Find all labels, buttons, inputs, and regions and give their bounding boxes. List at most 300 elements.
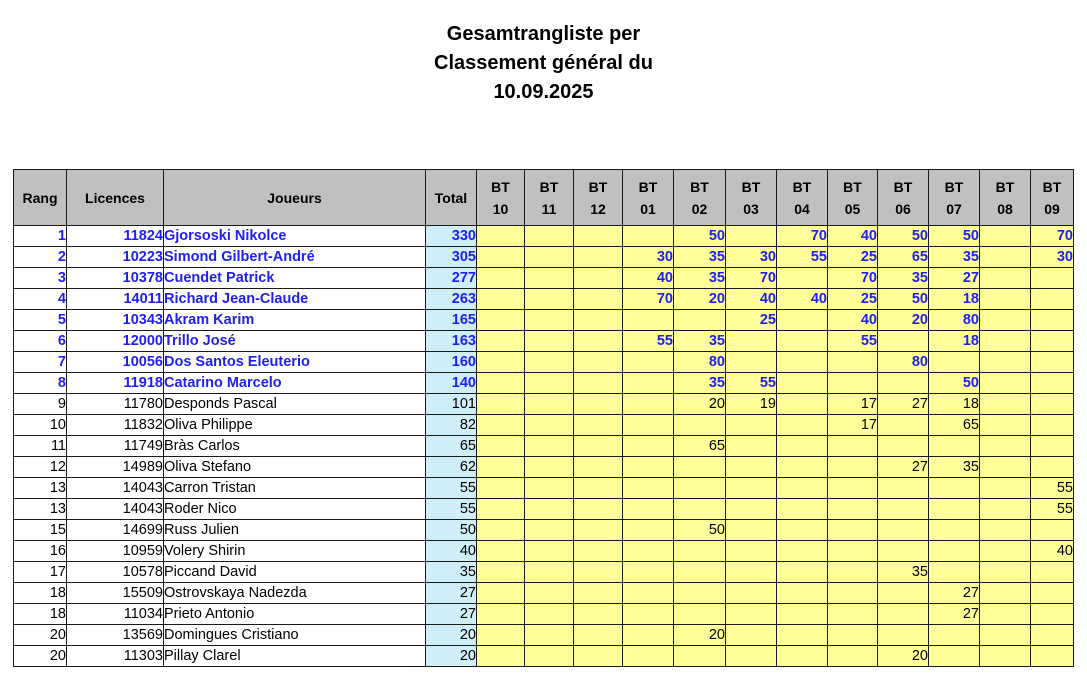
licence-cell: 14043 bbox=[67, 499, 164, 520]
bt-score-cell bbox=[525, 247, 574, 268]
licence-cell: 14699 bbox=[67, 520, 164, 541]
player-cell: Piccand David bbox=[164, 562, 426, 583]
bt-score-cell bbox=[574, 331, 623, 352]
table-row bbox=[14, 331, 1074, 352]
bt-score-cell bbox=[623, 415, 674, 436]
bt-score-cell: 70 bbox=[623, 289, 674, 310]
bt-score-cell bbox=[726, 331, 777, 352]
bt-score-cell bbox=[477, 625, 525, 646]
bt-score-cell: 35 bbox=[674, 373, 726, 394]
player-cell: Richard Jean-Claude bbox=[164, 289, 426, 310]
bt-score-cell bbox=[477, 457, 525, 478]
bt-score-cell bbox=[574, 268, 623, 289]
player-cell: Dos Santos Eleuterio bbox=[164, 352, 426, 373]
bt-score-cell bbox=[477, 310, 525, 331]
bt-score-cell: 70 bbox=[777, 226, 828, 247]
bt-score-cell: 80 bbox=[929, 310, 980, 331]
licence-cell: 10578 bbox=[67, 562, 164, 583]
rank-cell: 17 bbox=[14, 562, 67, 583]
bt-score-cell bbox=[777, 499, 828, 520]
bt-score-cell bbox=[1031, 268, 1074, 289]
bt-score-cell bbox=[477, 394, 525, 415]
table-row bbox=[14, 625, 1074, 646]
bt-score-cell bbox=[574, 604, 623, 625]
header-licence: Licences bbox=[67, 170, 164, 226]
bt-score-cell bbox=[477, 478, 525, 499]
rank-cell: 13 bbox=[14, 499, 67, 520]
bt-score-cell bbox=[623, 499, 674, 520]
bt-score-cell bbox=[477, 247, 525, 268]
bt-score-cell bbox=[477, 583, 525, 604]
bt-score-cell bbox=[574, 499, 623, 520]
player-cell: Cuendet Patrick bbox=[164, 268, 426, 289]
bt-score-cell bbox=[980, 625, 1031, 646]
header-bt-8 bbox=[878, 170, 929, 226]
bt-score-cell: 40 bbox=[623, 268, 674, 289]
rank-cell: 7 bbox=[14, 352, 67, 373]
header-bt-number: 04 bbox=[794, 200, 810, 217]
bt-score-cell bbox=[828, 520, 878, 541]
bt-score-cell bbox=[477, 331, 525, 352]
bt-score-cell bbox=[1031, 394, 1074, 415]
header-bt-number: 10 bbox=[492, 200, 509, 217]
bt-score-cell bbox=[674, 478, 726, 499]
bt-score-cell bbox=[878, 520, 929, 541]
bt-score-cell bbox=[878, 499, 929, 520]
bt-score-cell bbox=[828, 541, 878, 562]
licence-cell: 10343 bbox=[67, 310, 164, 331]
total-cell: 40 bbox=[426, 541, 477, 562]
header-bt-number: 12 bbox=[590, 200, 606, 217]
rank-cell: 13 bbox=[14, 478, 67, 499]
bt-score-cell bbox=[828, 373, 878, 394]
bt-score-cell bbox=[980, 562, 1031, 583]
header-bt-2 bbox=[574, 170, 623, 226]
bt-score-cell bbox=[1031, 625, 1074, 646]
bt-score-cell bbox=[1031, 562, 1074, 583]
rank-cell: 12 bbox=[14, 457, 67, 478]
bt-score-cell bbox=[980, 415, 1031, 436]
bt-score-cell bbox=[674, 541, 726, 562]
bt-score-cell: 25 bbox=[828, 289, 878, 310]
bt-score-cell bbox=[980, 352, 1031, 373]
bt-score-cell: 17 bbox=[828, 415, 878, 436]
title-date: 10.09.2025 bbox=[493, 81, 594, 103]
licence-cell: 10223 bbox=[67, 247, 164, 268]
licence-cell: 10056 bbox=[67, 352, 164, 373]
player-cell: Gjorsoski Nikolce bbox=[164, 226, 426, 247]
header-bt-1 bbox=[525, 170, 574, 226]
licence-cell: 14011 bbox=[67, 289, 164, 310]
bt-score-cell: 65 bbox=[929, 415, 980, 436]
table-row bbox=[14, 415, 1074, 436]
header-bt-prefix: BT bbox=[843, 178, 862, 195]
bt-score-cell bbox=[980, 604, 1031, 625]
bt-score-cell bbox=[878, 541, 929, 562]
licence-cell: 11918 bbox=[67, 373, 164, 394]
player-cell: Pillay Clarel bbox=[164, 646, 426, 667]
bt-score-cell bbox=[525, 352, 574, 373]
bt-score-cell: 30 bbox=[623, 247, 674, 268]
bt-score-cell bbox=[878, 415, 929, 436]
bt-score-cell bbox=[777, 604, 828, 625]
bt-score-cell bbox=[828, 604, 878, 625]
ranking-table bbox=[13, 169, 1074, 667]
bt-score-cell bbox=[674, 415, 726, 436]
bt-score-cell bbox=[828, 352, 878, 373]
bt-score-cell bbox=[1031, 583, 1074, 604]
bt-score-cell bbox=[574, 373, 623, 394]
table-row bbox=[14, 226, 1074, 247]
bt-score-cell bbox=[777, 625, 828, 646]
bt-score-cell bbox=[623, 520, 674, 541]
bt-score-cell: 27 bbox=[878, 457, 929, 478]
bt-score-cell: 80 bbox=[674, 352, 726, 373]
table-row bbox=[14, 268, 1074, 289]
bt-score-cell bbox=[525, 394, 574, 415]
bt-score-cell: 35 bbox=[674, 331, 726, 352]
bt-score-cell bbox=[574, 310, 623, 331]
bt-score-cell bbox=[574, 415, 623, 436]
total-cell: 330 bbox=[426, 226, 477, 247]
bt-score-cell bbox=[477, 520, 525, 541]
bt-score-cell bbox=[1031, 415, 1074, 436]
bt-score-cell bbox=[525, 226, 574, 247]
header-bt-number: 11 bbox=[541, 200, 557, 217]
bt-score-cell: 55 bbox=[623, 331, 674, 352]
table-row bbox=[14, 436, 1074, 457]
bt-score-cell: 27 bbox=[929, 583, 980, 604]
bt-score-cell bbox=[674, 457, 726, 478]
bt-score-cell bbox=[980, 310, 1031, 331]
bt-score-cell: 18 bbox=[929, 394, 980, 415]
bt-score-cell bbox=[525, 499, 574, 520]
bt-score-cell: 50 bbox=[929, 373, 980, 394]
bt-score-cell bbox=[726, 436, 777, 457]
bt-score-cell: 40 bbox=[828, 226, 878, 247]
table-body bbox=[14, 226, 1074, 667]
header-bt-10 bbox=[980, 170, 1031, 226]
table-row bbox=[14, 604, 1074, 625]
bt-score-cell bbox=[574, 394, 623, 415]
table-row bbox=[14, 583, 1074, 604]
player-cell: Ostrovskaya Nadezda bbox=[164, 583, 426, 604]
rank-cell: 15 bbox=[14, 520, 67, 541]
bt-score-cell bbox=[477, 499, 525, 520]
bt-score-cell bbox=[929, 562, 980, 583]
licence-cell: 14043 bbox=[67, 478, 164, 499]
bt-score-cell: 17 bbox=[828, 394, 878, 415]
total-cell: 55 bbox=[426, 499, 477, 520]
licence-cell: 11780 bbox=[67, 394, 164, 415]
bt-score-cell: 20 bbox=[878, 646, 929, 667]
table-row bbox=[14, 562, 1074, 583]
bt-score-cell bbox=[623, 436, 674, 457]
player-cell: Simond Gilbert-André bbox=[164, 247, 426, 268]
bt-score-cell bbox=[574, 226, 623, 247]
header-bt-number: 09 bbox=[1044, 200, 1060, 217]
bt-score-cell bbox=[477, 604, 525, 625]
bt-score-cell: 70 bbox=[726, 268, 777, 289]
bt-score-cell bbox=[525, 289, 574, 310]
bt-score-cell bbox=[878, 436, 929, 457]
rank-cell: 20 bbox=[14, 646, 67, 667]
header-bt-prefix: BT bbox=[995, 178, 1015, 195]
header-bt-number: 07 bbox=[946, 200, 962, 217]
header-bt-prefix: BT bbox=[588, 178, 608, 195]
title-line-2: Classement général du bbox=[434, 52, 653, 74]
licence-cell: 11824 bbox=[67, 226, 164, 247]
rank-cell: 10 bbox=[14, 415, 67, 436]
bt-score-cell bbox=[1031, 457, 1074, 478]
bt-score-cell: 35 bbox=[878, 268, 929, 289]
bt-score-cell: 50 bbox=[674, 226, 726, 247]
bt-score-cell bbox=[929, 646, 980, 667]
licence-cell: 15509 bbox=[67, 583, 164, 604]
total-cell: 277 bbox=[426, 268, 477, 289]
bt-score-cell bbox=[777, 436, 828, 457]
bt-score-cell bbox=[574, 562, 623, 583]
bt-score-cell: 18 bbox=[929, 331, 980, 352]
header-total: Total bbox=[426, 170, 477, 226]
bt-score-cell bbox=[1031, 646, 1074, 667]
bt-score-cell bbox=[980, 247, 1031, 268]
bt-score-cell bbox=[878, 604, 929, 625]
bt-score-cell: 50 bbox=[878, 226, 929, 247]
bt-score-cell: 65 bbox=[674, 436, 726, 457]
bt-score-cell: 30 bbox=[1031, 247, 1074, 268]
header-player: Joueurs bbox=[164, 170, 426, 226]
bt-score-cell bbox=[980, 331, 1031, 352]
bt-score-cell bbox=[726, 352, 777, 373]
total-cell: 65 bbox=[426, 436, 477, 457]
bt-score-cell bbox=[574, 541, 623, 562]
bt-score-cell: 40 bbox=[1031, 541, 1074, 562]
bt-score-cell: 25 bbox=[828, 247, 878, 268]
bt-score-cell: 35 bbox=[929, 457, 980, 478]
header-bt-prefix: BT bbox=[638, 178, 658, 195]
bt-score-cell bbox=[777, 478, 828, 499]
bt-score-cell bbox=[525, 541, 574, 562]
bt-score-cell bbox=[574, 520, 623, 541]
bt-score-cell bbox=[623, 457, 674, 478]
bt-score-cell: 65 bbox=[878, 247, 929, 268]
total-cell: 50 bbox=[426, 520, 477, 541]
bt-score-cell bbox=[477, 541, 525, 562]
bt-score-cell bbox=[525, 436, 574, 457]
bt-score-cell: 80 bbox=[878, 352, 929, 373]
total-cell: 27 bbox=[426, 604, 477, 625]
player-cell: Bràs Carlos bbox=[164, 436, 426, 457]
bt-score-cell bbox=[477, 415, 525, 436]
rank-cell: 3 bbox=[14, 268, 67, 289]
bt-score-cell bbox=[777, 394, 828, 415]
bt-score-cell bbox=[980, 520, 1031, 541]
bt-score-cell bbox=[929, 520, 980, 541]
title-line-1: Gesamtrangliste per bbox=[446, 23, 641, 45]
bt-score-cell bbox=[929, 499, 980, 520]
table-row bbox=[14, 352, 1074, 373]
table-row bbox=[14, 394, 1074, 415]
bt-score-cell bbox=[777, 562, 828, 583]
bt-score-cell bbox=[828, 478, 878, 499]
bt-score-cell bbox=[726, 226, 777, 247]
bt-score-cell: 40 bbox=[777, 289, 828, 310]
page-title bbox=[0, 20, 1087, 107]
bt-score-cell bbox=[525, 268, 574, 289]
total-cell: 20 bbox=[426, 646, 477, 667]
bt-score-cell: 20 bbox=[674, 394, 726, 415]
table-row bbox=[14, 289, 1074, 310]
licence-cell: 10378 bbox=[67, 268, 164, 289]
player-cell: Russ Julien bbox=[164, 520, 426, 541]
bt-score-cell bbox=[477, 289, 525, 310]
bt-score-cell: 27 bbox=[878, 394, 929, 415]
bt-score-cell bbox=[929, 625, 980, 646]
bt-score-cell bbox=[623, 478, 674, 499]
player-cell: Carron Tristan bbox=[164, 478, 426, 499]
table-row bbox=[14, 499, 1074, 520]
bt-score-cell: 30 bbox=[726, 247, 777, 268]
bt-score-cell bbox=[525, 310, 574, 331]
bt-score-cell bbox=[828, 457, 878, 478]
player-cell: Prieto Antonio bbox=[164, 604, 426, 625]
header-bt-7 bbox=[828, 170, 878, 226]
header-bt-prefix: BT bbox=[944, 178, 964, 195]
bt-score-cell: 55 bbox=[777, 247, 828, 268]
licence-cell: 11749 bbox=[67, 436, 164, 457]
bt-score-cell bbox=[777, 457, 828, 478]
player-cell: Catarino Marcelo bbox=[164, 373, 426, 394]
bt-score-cell bbox=[777, 310, 828, 331]
bt-score-cell bbox=[980, 268, 1031, 289]
bt-score-cell bbox=[477, 373, 525, 394]
bt-score-cell bbox=[674, 499, 726, 520]
bt-score-cell bbox=[1031, 604, 1074, 625]
bt-score-cell bbox=[623, 352, 674, 373]
bt-score-cell bbox=[726, 520, 777, 541]
bt-score-cell bbox=[980, 478, 1031, 499]
bt-score-cell bbox=[623, 604, 674, 625]
bt-score-cell bbox=[828, 583, 878, 604]
bt-score-cell bbox=[477, 562, 525, 583]
total-cell: 263 bbox=[426, 289, 477, 310]
bt-score-cell bbox=[878, 583, 929, 604]
bt-score-cell: 50 bbox=[878, 289, 929, 310]
bt-score-cell bbox=[777, 646, 828, 667]
bt-score-cell bbox=[828, 436, 878, 457]
header-rank: Rang bbox=[14, 170, 67, 226]
bt-score-cell bbox=[623, 310, 674, 331]
bt-score-cell bbox=[525, 604, 574, 625]
rank-cell: 6 bbox=[14, 331, 67, 352]
bt-score-cell bbox=[878, 478, 929, 499]
player-cell: Oliva Stefano bbox=[164, 457, 426, 478]
bt-score-cell bbox=[623, 394, 674, 415]
bt-score-cell bbox=[980, 583, 1031, 604]
bt-score-cell bbox=[525, 562, 574, 583]
bt-score-cell bbox=[623, 226, 674, 247]
bt-score-cell bbox=[726, 625, 777, 646]
total-cell: 82 bbox=[426, 415, 477, 436]
header-bt-0 bbox=[477, 170, 525, 226]
bt-score-cell bbox=[777, 268, 828, 289]
total-cell: 160 bbox=[426, 352, 477, 373]
bt-score-cell bbox=[574, 457, 623, 478]
player-cell: Domingues Cristiano bbox=[164, 625, 426, 646]
bt-score-cell bbox=[929, 436, 980, 457]
header-bt-prefix: BT bbox=[1042, 178, 1062, 195]
bt-score-cell: 35 bbox=[674, 268, 726, 289]
licence-cell: 10959 bbox=[67, 541, 164, 562]
bt-score-cell bbox=[525, 331, 574, 352]
bt-score-cell bbox=[623, 646, 674, 667]
bt-score-cell bbox=[777, 415, 828, 436]
header-bt-number: 03 bbox=[743, 200, 759, 217]
header-bt-number: 05 bbox=[844, 200, 861, 217]
header-bt-prefix: BT bbox=[893, 178, 913, 195]
bt-score-cell bbox=[980, 226, 1031, 247]
bt-score-cell bbox=[777, 352, 828, 373]
bt-score-cell bbox=[929, 352, 980, 373]
bt-score-cell bbox=[828, 646, 878, 667]
bt-score-cell bbox=[929, 541, 980, 562]
licence-cell: 13569 bbox=[67, 625, 164, 646]
bt-score-cell bbox=[525, 625, 574, 646]
bt-score-cell bbox=[777, 373, 828, 394]
bt-score-cell bbox=[777, 331, 828, 352]
bt-score-cell: 35 bbox=[929, 247, 980, 268]
bt-score-cell: 27 bbox=[929, 268, 980, 289]
header-bt-prefix: BT bbox=[792, 178, 812, 195]
player-cell: Roder Nico bbox=[164, 499, 426, 520]
bt-score-cell bbox=[477, 646, 525, 667]
header-row bbox=[14, 170, 1074, 226]
bt-score-cell bbox=[1031, 352, 1074, 373]
bt-score-cell bbox=[477, 352, 525, 373]
table-row bbox=[14, 373, 1074, 394]
header-bt-number: 01 bbox=[640, 200, 656, 217]
bt-score-cell bbox=[525, 583, 574, 604]
bt-score-cell bbox=[674, 583, 726, 604]
rank-cell: 16 bbox=[14, 541, 67, 562]
header-bt-6 bbox=[777, 170, 828, 226]
licence-cell: 11034 bbox=[67, 604, 164, 625]
bt-score-cell: 18 bbox=[929, 289, 980, 310]
total-cell: 101 bbox=[426, 394, 477, 415]
header-bt-prefix: BT bbox=[491, 178, 510, 195]
total-cell: 62 bbox=[426, 457, 477, 478]
table-row bbox=[14, 457, 1074, 478]
bt-score-cell bbox=[574, 352, 623, 373]
header-bt-number: 02 bbox=[691, 200, 708, 217]
bt-score-cell bbox=[980, 394, 1031, 415]
table-row bbox=[14, 310, 1074, 331]
bt-score-cell bbox=[574, 247, 623, 268]
bt-score-cell bbox=[726, 457, 777, 478]
table-row bbox=[14, 646, 1074, 667]
bt-score-cell bbox=[726, 562, 777, 583]
bt-score-cell: 55 bbox=[726, 373, 777, 394]
header-bt-11 bbox=[1031, 170, 1074, 226]
total-cell: 165 bbox=[426, 310, 477, 331]
total-cell: 27 bbox=[426, 583, 477, 604]
total-cell: 140 bbox=[426, 373, 477, 394]
rank-cell: 5 bbox=[14, 310, 67, 331]
bt-score-cell bbox=[980, 289, 1031, 310]
licence-cell: 11303 bbox=[67, 646, 164, 667]
licence-cell: 11832 bbox=[67, 415, 164, 436]
